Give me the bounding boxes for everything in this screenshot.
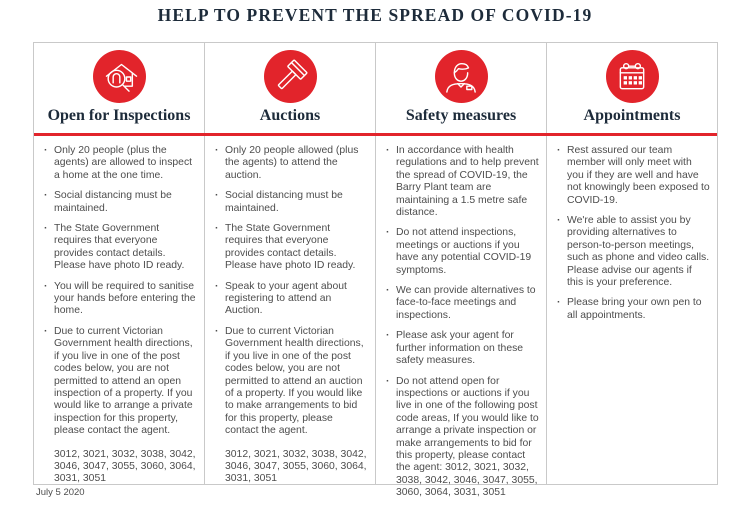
- column-title-auctions: Auctions: [259, 107, 321, 124]
- bullet-item: · Rest assured our team member will only meet with you if they are well and have not knowingly been exposed to COVID-19.: [556, 145, 710, 207]
- column-title-open-for-inspections: Open for Inspections: [47, 107, 191, 124]
- column-auctions: [204, 43, 375, 484]
- bullet-list-open-for-inspections: [43, 145, 197, 438]
- bullet-item: · Please bring your own pen to all appointments.: [556, 297, 710, 322]
- bullet-list-safety-measures: [385, 145, 539, 500]
- date-note: July 5 2020: [36, 487, 85, 498]
- bullet-item: · Only 20 people (plus the agents) are allowed to inspect a home at the one time.: [43, 145, 197, 182]
- calendar-icon-circle: [606, 50, 659, 103]
- bullet-item: · The State Government requires that everyone provides contact details. Please have photo ID ready.: [214, 223, 368, 273]
- gavel-icon-circle: [264, 50, 317, 103]
- bullet-item: · The State Government requires that everyone provides contact details. Please have photo ID ready.: [43, 223, 197, 273]
- postcodes-list: 3012, 3021, 3032, 3038, 3042, 3046, 3047, 3055, 3060, 3064, 3031, 3051: [225, 448, 367, 485]
- bullet-item: · Due to current Victorian Government health directions, if you live in one of the post codes below, you are not permitted to attend an open inspection of a property. If you would like to arrange a private inspection for this property, please contact the agent.: [43, 326, 197, 438]
- page-title: HELP TO PREVENT THE SPREAD OF COVID-19: [157, 5, 593, 25]
- house-magnifier-icon-circle: [93, 50, 146, 103]
- column-header-safety-measures: [376, 43, 546, 134]
- bullet-list-appointments: [556, 145, 710, 322]
- postcodes-list: 3012, 3021, 3032, 3038, 3042, 3046, 3047, 3055, 3060, 3064, 3031, 3051: [54, 448, 196, 485]
- bullet-item: · In accordance with health regulations and to help prevent the spread of COVID-19, the Barry Plant team are maintaining a 1.5 metre safe distance.: [385, 145, 539, 219]
- column-open-for-inspections: [34, 43, 204, 484]
- column-title-safety-measures: Safety measures: [405, 107, 517, 124]
- bullet-item: · We can provide alternatives to face-to-face meetings and inspections.: [385, 285, 539, 322]
- house-magnifier-icon: [99, 57, 139, 97]
- bullet-item: · Social distancing must be maintained.: [43, 190, 197, 215]
- bullet-item: · Social distancing must be maintained.: [214, 190, 368, 215]
- header-divider-rule: [34, 133, 717, 136]
- bullet-item: · Only 20 people allowed (plus the agents) to attend the auction.: [214, 145, 368, 182]
- bullet-item: · Speak to your agent about registering to attend an Auction.: [214, 281, 368, 318]
- gavel-icon: [270, 57, 310, 97]
- column-title-appointments: Appointments: [583, 107, 681, 124]
- agent-person-icon: [441, 57, 481, 97]
- calendar-icon: [612, 57, 652, 97]
- column-appointments: [546, 43, 717, 484]
- bullet-item: · Do not attend inspections, meetings or auctions if you have any potential COVID-19 symptoms.: [385, 227, 539, 277]
- column-header-appointments: [547, 43, 717, 134]
- column-body-open-for-inspections: [34, 134, 204, 486]
- agent-person-icon-circle: [435, 50, 488, 103]
- bullet-item: · Do not attend open for inspections or auctions if you live in one of the following post code areas, If you would like to arrange a private inspection or make arrangements to bid for this property, please contact the agent: 3012, 3021, 3032, 3038, 3042, 3046, 3047, 3055, 3060, 3064, 3031, 3051: [385, 376, 539, 500]
- bullet-item: · You will be required to sanitise your hands before entering the home.: [43, 281, 197, 318]
- column-safety-measures: [375, 43, 546, 499]
- bullet-item: · Due to current Victorian Government health directions, if you live in one of the post codes below, you are not permitted to attend an auction of a property. If you would like to make arrangements to bid for this property, please contact the agent.: [214, 326, 368, 438]
- bullet-item: · Please ask your agent for further information on these safety measures.: [385, 330, 539, 367]
- bullet-list-auctions: [214, 145, 368, 438]
- bullet-item: · We're able to assist you by providing alternatives to person-to-person meetings, such as phone and video calls. Please advise our agents if this is your preference.: [556, 215, 710, 289]
- column-header-auctions: [205, 43, 375, 134]
- column-header-open-for-inspections: [34, 43, 204, 134]
- column-body-safety-measures: [376, 134, 546, 508]
- column-body-appointments: [547, 134, 717, 330]
- column-body-auctions: [205, 134, 375, 486]
